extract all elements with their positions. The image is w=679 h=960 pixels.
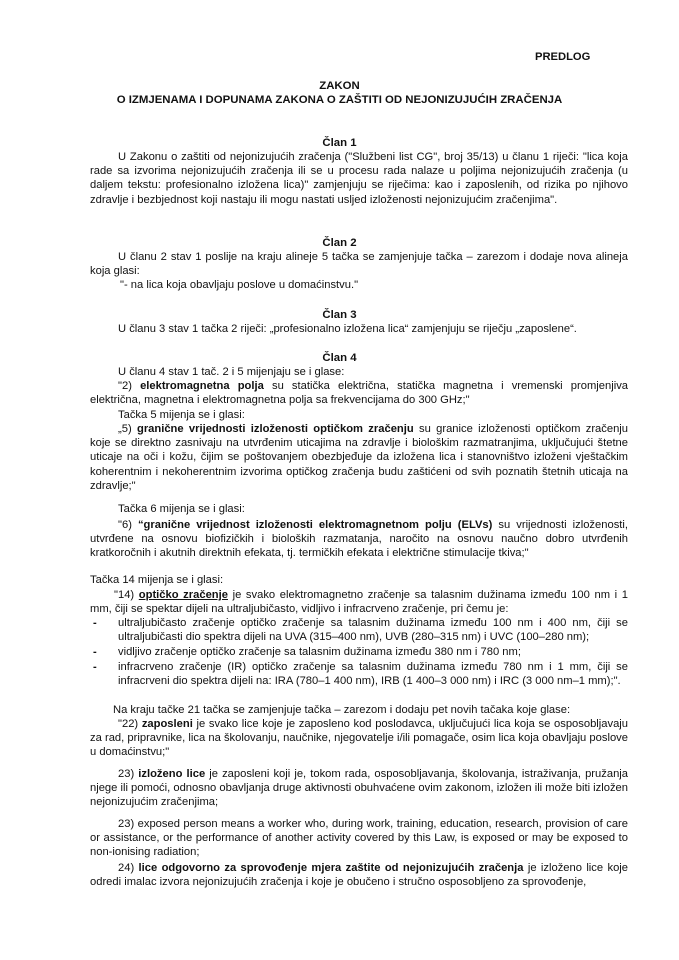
article-3-text: U članu 3 stav 1 tačka 2 riječi: „profesionalno izložena lica“ zamjenjuju se riječju „zaposlene“. [118, 323, 577, 335]
article-1-heading: Član 1 [322, 137, 357, 149]
point-5-paragraph [90, 422, 628, 493]
point-22-paragraph [90, 717, 628, 760]
article-3-heading: Član 3 [322, 309, 357, 321]
point-5-number: „5) [118, 423, 137, 435]
point-23-definition: je zaposleni koji je, tokom rada, osposobljavanja, školovanja, istraživanja, pružanja njege ili pomoći, odnosno obavljanja druge aktivnosti obuhvaćene ovim zakonom, izložen ili može biti izložen nejonizujućim zračenjima; [90, 768, 629, 809]
article-2-text: U članu 2 stav 1 poslije na kraju alineje 5 tačka se zamjenjuje tačka – zarezom i dodaje nova alineja koja glasi: [90, 251, 628, 278]
article-4-heading: Član 4 [322, 352, 357, 364]
point-6-number: "6) [118, 519, 138, 531]
point-6-term: “granične vrijednost izloženosti elektromagnetnom polju (ELVs) [137, 519, 493, 531]
point-2-paragraph [90, 379, 628, 407]
bullet-ultraviolet: ultraljubičasto zračenje optičko zračenje sa talasnim dužinama između 100 nm i 400 nm, čiji se ultraljubičasti dio spektra dijeli na UVA (315–400 nm), UVB (280–315 nm) i UVC (100–280 nm); [118, 617, 628, 644]
point-2-number: "2) [118, 380, 141, 392]
point-21-intro: Na kraju tačke 21 tačka se zamjenjuje tačka – zarezom i dodaju pet novih tačaka koje glase: [113, 704, 571, 716]
article-2-heading: Član 2 [322, 237, 357, 249]
point-14-number: "14) [114, 589, 139, 601]
article-4-intro: U članu 4 stav 1 tač. 2 i 5 mijenjaju se i glase: [118, 366, 345, 378]
point-23-term: izloženo lice [138, 768, 206, 780]
bullet-infrared: infracrveno zračenje (IR) optičko zračenje sa talasnim dužinama između 780 nm i 1 mm, čiji se infracrveni dio spektra dijeli na: IRA (780–1 400 nm), IRB (1 400–3 000 nm) i IRC (3 000 nm–1 mm);". [118, 661, 628, 688]
point-6-paragraph [90, 518, 628, 561]
point-2-term: elektromagnetna polja [140, 380, 264, 392]
point-14-term: optičko zračenje [138, 589, 228, 601]
point-6-definition: su vrijednosti izloženosti, utvrđene na osnovu biofizičkih i bioloških razmatanja, naročito na osnovu naučno dobro utvrđenih kratkoročnih i akutnih direktnih efekata, tj. termičkih efekata i električne stimulacije tkiva;" [90, 519, 628, 560]
point-22-number: "22) [118, 718, 142, 730]
point-2-definition: su statička električna, statička magnetna i vremenski promjenjiva električna, magnetna i elektromagnetna polja sa frekvencijama do 300 GHz;" [90, 380, 629, 407]
bullet-dash-3: - [93, 661, 97, 673]
article-2-quote: "- na lica koja obavljaju poslove u domaćinstvu." [120, 279, 359, 291]
bullet-dash-1: - [93, 617, 97, 629]
point-5-term: granične vrijednosti izloženosti optičkom zračenju [136, 423, 414, 435]
point-5-definition: su granice izloženosti optičkom zračenju koje se direktno zasnivaju na utvrđenim uticajima na zdravlje i biološkim razmatranjima, uključujući štetne uticaje na oči i kožu, čijim se poštovanjem obezbjeđuje da izložena lica i stanovništvo izloženi vještačkim koherentnim i nekoherentnim izvorima optičkog zračenja budu zaštićeni od svih poznatih štetnih uticaja na zdravlje;" [90, 423, 629, 492]
point-24-paragraph [90, 861, 628, 889]
point-14-definition: je svako elektromagnetno zračenje sa talasnim dužinama između 100 nm i 1 mm, čiji se spektar dijeli na ultraljubičasto, vidljivo i infracrveno zračenje, pri čemu je: [90, 589, 629, 616]
bullet-visible: vidljivo zračenje optičko zračenje sa talasnim dužinama između 380 nm i 780 nm; [118, 646, 521, 658]
point-24-term: lice odgovorno za sprovođenje mjera zaštite od nejonizujućih zračenja [138, 862, 524, 874]
point-23-number: 23) [118, 768, 139, 780]
predlog-label: PREDLOG [535, 51, 591, 63]
point-14-paragraph [90, 588, 628, 616]
bullet-dash-2: - [93, 646, 97, 658]
point-6-intro: Tačka 6 mijenja se i glasi: [118, 503, 245, 515]
article-1-text: U Zakonu o zaštiti od nejonizujućih zračenja ("Službeni list CG", broj 35/13) u članu 1 riječi: "lica koja rade sa izvorima nejonizujućih zračenja ili se u procesu rada nalaze u poljima nejonizujućih zračenja (u daljem tekstu: profesionalno izložena lica)" zamjenjuju se riječima: kao i zaposlenih, od rizika po njihovo zdravlje i bezbjednost koji nastaju ili mogu nastati usljed izloženosti nejonizujućim zračenjima". [90, 151, 628, 206]
point-24-number: 24) [118, 862, 139, 874]
point-14-intro: Tačka 14 mijenja se i glasi: [90, 574, 224, 586]
point-22-definition: je svako lice koje je zaposleno kod poslodavca, uključujući lica koja se osposobljavaju za rad, pripravnike, lica na školovanju, naučnike, njegovatelje i/ili pomagače, osim lica koja obavljaju poslove u domaćinstvu;" [90, 718, 629, 759]
point-22-term: zaposleni [141, 718, 193, 730]
point-23-paragraph [90, 767, 628, 810]
law-title: O IZMJENAMA I DOPUNAMA ZAKONA O ZAŠTITI OD NEJONIZUJUĆIH ZRAČENJA [116, 94, 563, 106]
law-heading: ZAKON [319, 80, 360, 92]
point-5-intro: Tačka 5 mijenja se i glasi: [118, 409, 245, 421]
point-23-english: 23) exposed person means a worker who, during work, training, education, research, provision of care or assistance, or the performance of another activity covered by this Law, is exposed or may be exposed to non-ionising radiation; [90, 818, 628, 859]
point-24-definition: je izloženo lice koje odredi imalac izvora nejonizujućih zračenja i koje je obučeno i stručno osposobljeno za sprovođenje, [90, 862, 628, 889]
